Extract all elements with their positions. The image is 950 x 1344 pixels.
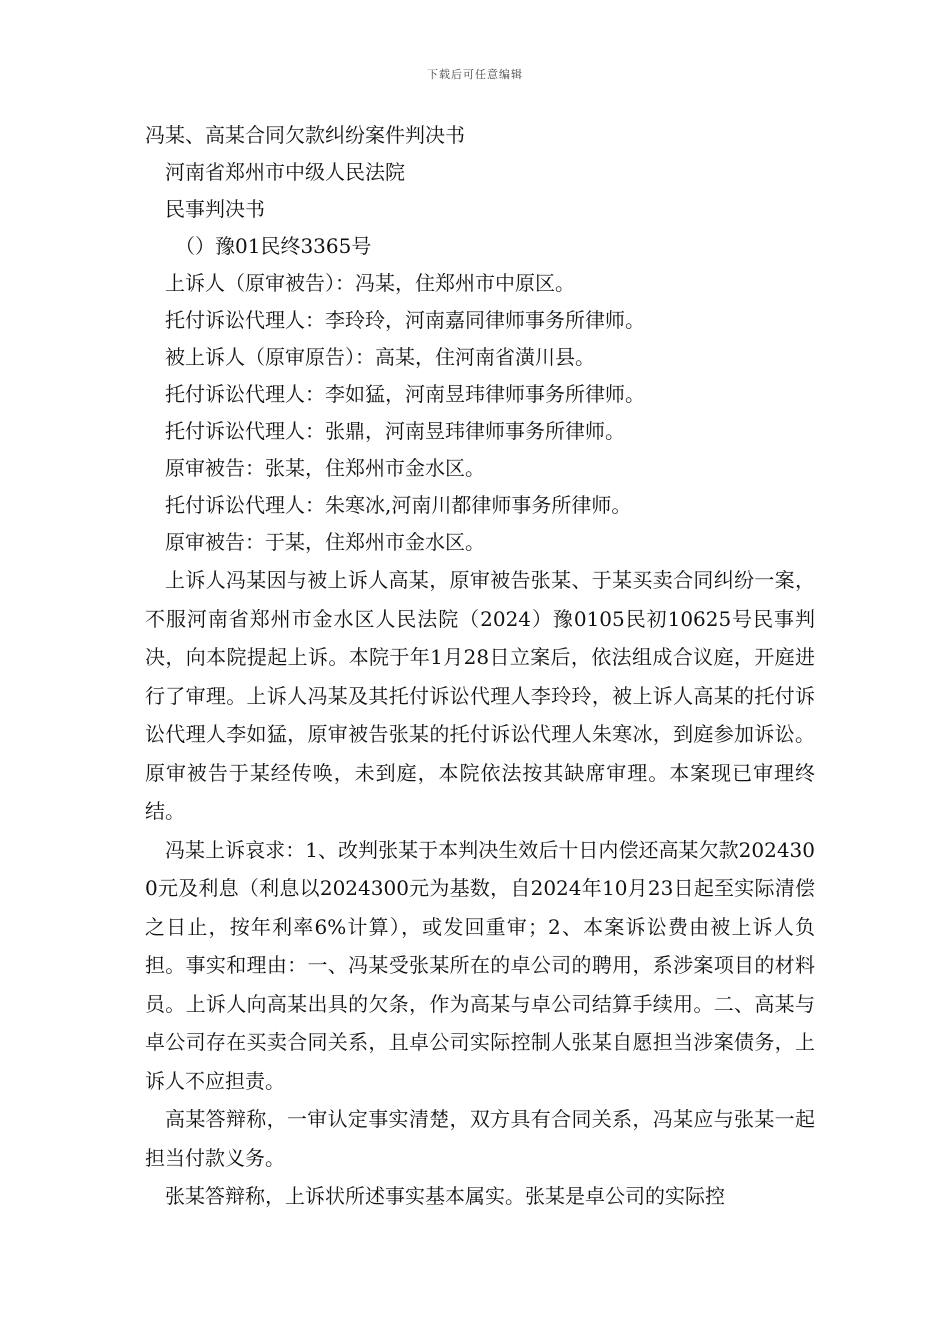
party-line: 原审被告：于某，住郑州市金水区。 xyxy=(165,530,485,554)
body-paragraph: 高某答辩称，一审认定事实清楚，双方具有合同关系，冯某应与张某一起担当付款义务。 xyxy=(145,1107,815,1170)
body-paragraph: 上诉人冯某因与被上诉人高某，原审被告张某、于某买卖合同纠纷一案，不服河南省郑州市金水区人民法院（2024）豫0105民初10625号民事判决，向本院提起上诉。本院于年1月28日立案后，依法组成合议庭，开庭进行了审理。上诉人冯某及其托付诉讼代理人李玲玲，被上诉人高某的托付诉讼代理人李如猛，原审被告张某的托付诉讼代理人朱寒冰，到庭参加诉讼。原审被告于某经传唤，未到庭，本院依法按其缺席审理。本案现已审理终结。 xyxy=(145,568,815,823)
party-line: 托付诉讼代理人：张鼎，河南昱玮律师事务所律师。 xyxy=(165,419,625,443)
court-name: 河南省郑州市中级人民法院 xyxy=(165,160,405,184)
party-line: 托付诉讼代理人：朱寒冰,河南川都律师事务所律师。 xyxy=(165,493,632,517)
document-type: 民事判决书 xyxy=(165,197,265,221)
party-line: 托付诉讼代理人：李如猛，河南昱玮律师事务所律师。 xyxy=(165,382,645,406)
party-line: 托付诉讼代理人：李玲玲，河南嘉同律师事务所律师。 xyxy=(165,308,645,332)
body-paragraph: 冯某上诉哀求：1、改判张某于本判决生效后十日内偿还高某欠款2024300元及利息（利息以2024300元为基数，自2024年10月23日起至实际清偿之日止，按年利率6%计算），或发回重审；2、本案诉讼费由被上诉人负担。事实和理由：一、冯某受张某所在的卓公司的聘用，系涉案项目的材料员。上诉人向高某出具的欠条，作为高某与卓公司结算手续用。二、高某与卓公司存在买卖合同关系，且卓公司实际控制人张某自愿担当涉案债务，上诉人不应担责。 xyxy=(145,837,815,1093)
party-line: 原审被告：张某，住郑州市金水区。 xyxy=(165,456,485,480)
document-body xyxy=(145,117,815,1216)
party-line: 被上诉人（原审原告）：高某，住河南省潢川县。 xyxy=(165,345,595,369)
header-note: 下载后可任意编辑 xyxy=(427,68,523,81)
case-number: （）豫01民终3365号 xyxy=(175,234,372,258)
body-paragraph: 张某答辩称，上诉状所述事实基本属实。张某是卓公司的实际控 xyxy=(165,1184,725,1208)
document-title: 冯某、高某合同欠款纠纷案件判决书 xyxy=(145,123,465,147)
party-line: 上诉人（原审被告）：冯某，住郑州市中原区。 xyxy=(165,271,575,295)
